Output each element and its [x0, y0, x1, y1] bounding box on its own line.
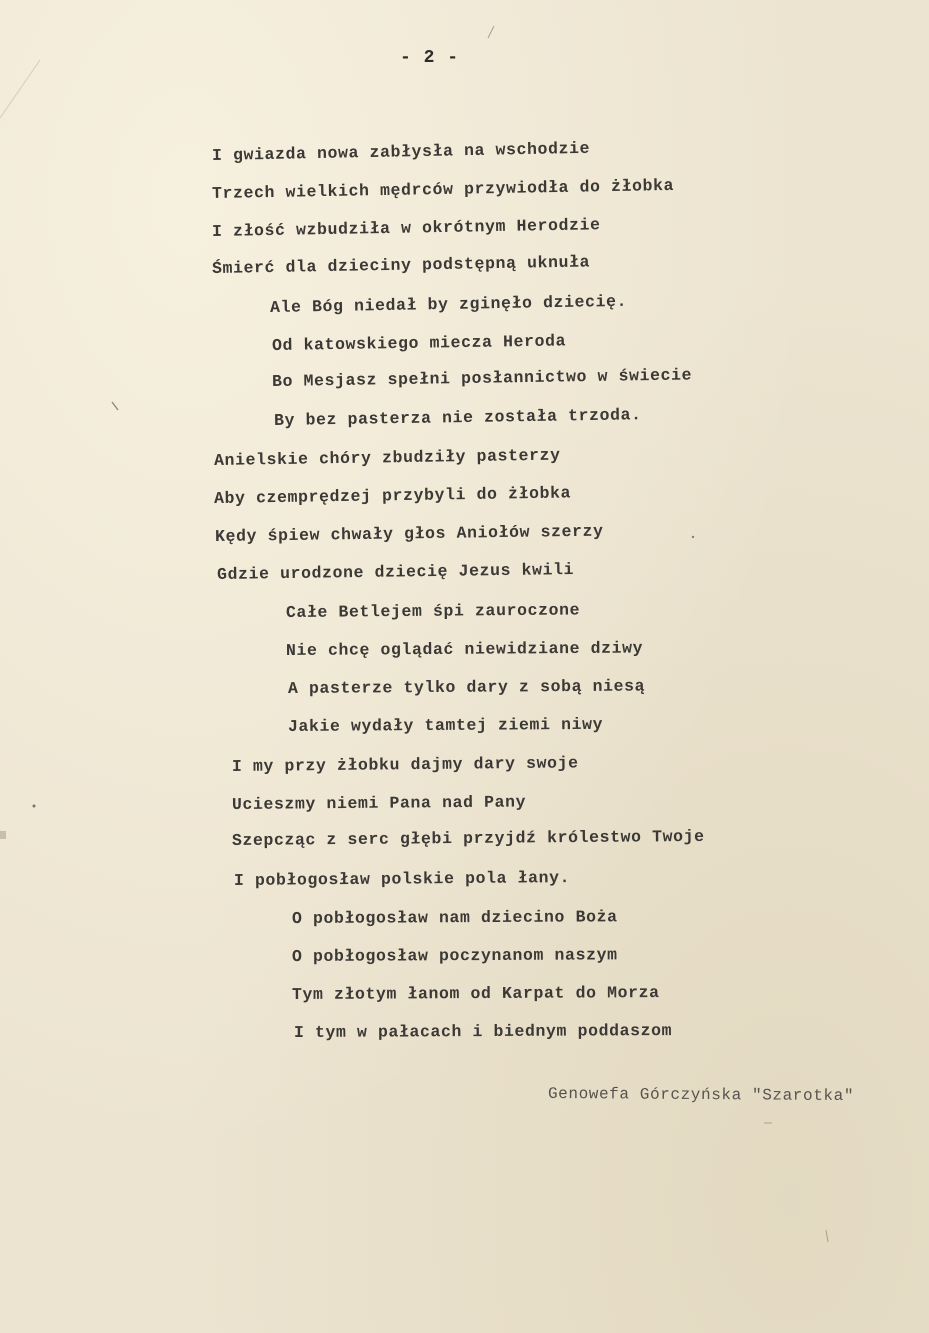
poem-line: O pobłogosław nam dziecino Boża — [291, 907, 618, 928]
poem-line: I złość wzbudziła w okrótnym Herodzie — [211, 215, 601, 241]
poem-line: Ucieszmy niemi Pana nad Pany — [231, 792, 527, 814]
poem-line: I tym w pałacach i biednym poddaszom — [293, 1021, 673, 1042]
poem-line: Bo Mesjasz spełni posłannictwo w świecie — [271, 365, 693, 391]
poem-line: Anielskie chóry zbudziły pasterzy — [213, 445, 561, 470]
poem-line: Śmierć dla dzieciny podstępną uknuła — [211, 252, 591, 278]
poem-line: Trzech wielkich mędrców przywiodła do żłobka — [211, 175, 675, 203]
poem-line: Szepcząc z serc głębi przyjdź królestwo Twoje — [231, 826, 705, 850]
author-signature: Genowefa Górczyńska "Szarotka" — [547, 1084, 855, 1106]
poem-line: Całe Betlejem śpi zauroczone — [285, 600, 581, 622]
poem-line: Nie chcę oglądać niewidziane dziwy — [285, 638, 644, 660]
poem-line: Aby czemprędzej przybyli do żłobka — [213, 483, 572, 508]
poem-line: Ale Bóg niedał by zginęło dziecię. — [269, 291, 628, 317]
page-number: - 2 - — [400, 48, 460, 68]
poem-line: I pobłogosław polskie pola łany. — [233, 868, 571, 890]
poem-line: Od katowskiego miecza Heroda — [271, 331, 567, 355]
poem-line: O pobłogosław poczynanom naszym — [291, 945, 618, 966]
poem-line: Tym złotym łanom od Karpat do Morza — [291, 983, 660, 1004]
poem-line: A pasterze tylko dary z sobą niesą — [287, 676, 646, 698]
poem-line: I gwiazda nowa zabłysła na wschodzie — [211, 138, 591, 165]
poem-line: Kędy śpiew chwały głos Aniołów szerzy — [214, 521, 604, 546]
poem-line: I my przy żłobku dajmy dary swoje — [231, 753, 579, 776]
poem-line: By bez pasterza nie została trzoda. — [273, 405, 642, 430]
poem-line: Jakie wydały tamtej ziemi niwy — [287, 714, 604, 736]
poem-line: Gdzie urodzone dziecię Jezus kwili — [216, 560, 575, 584]
